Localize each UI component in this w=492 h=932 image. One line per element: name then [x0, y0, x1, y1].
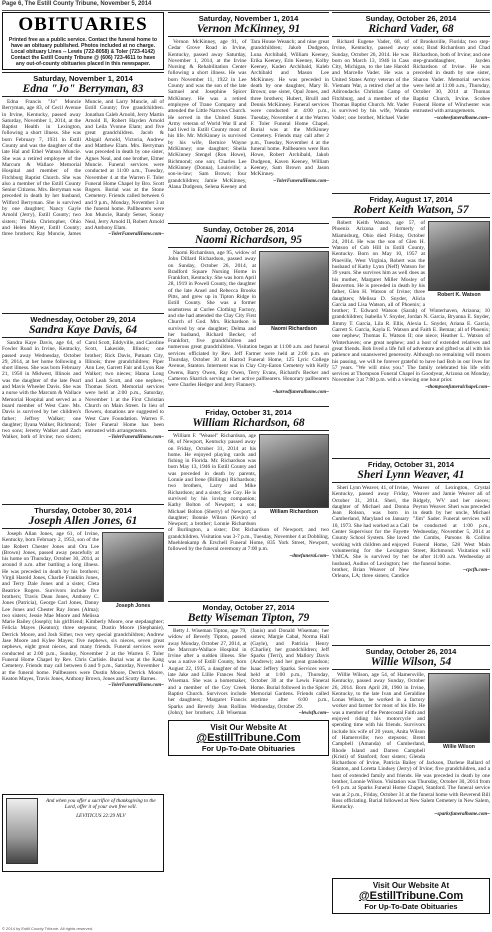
obituary-credit: ~TolerFuneralHome.com~	[108, 435, 164, 441]
obituary-body	[332, 485, 490, 579]
portrait-photo	[102, 532, 164, 602]
scripture-ad	[2, 794, 164, 872]
obituary-edna	[2, 72, 164, 310]
obituary-credit: ~thompsonfuneralchapel.com~	[425, 384, 490, 390]
obituary-name: Robert Keith Watson, 57	[353, 204, 469, 216]
photo-caption: Naomi Richardson	[271, 326, 317, 332]
obituary-photo	[102, 532, 164, 609]
website-link[interactable]: @EstillTribune.Com	[196, 732, 301, 745]
masthead-title: OBITUARIES	[18, 14, 148, 35]
portrait-photo	[259, 434, 329, 508]
masthead	[2, 12, 164, 70]
obituary-header	[168, 12, 329, 37]
obituary-text: Vernon McKinney, age 91, of Cedar Grove Road in Irvine, Kentucky, passed away Saturday, November 1, 2014, at the Irvine Nursing & Rehabilitation Center following a short illness. He was born November 11, 1922 in Lee County and was the son of the late Samuel and Josephine Spicer McKinney. He was a retired employee of Trane Company and attended the Little Narrows Church. He served in the United States Army veteran of World War II and had lived in Estill County most of his life. Mr. McKinney is survived by his wife, Bernice Wayne McKinney; one daughter; Sheila McKinney Stengel (Ron Howe), Richmond; one son; Charles Lee McKinney (Donna), Louisville; a son-in-law; Sam Brown; four grandchildren; Jamie McKinney, Alana Dudgeon, Selena Keeney and Tara House Weanch; and nine great grandchildren; Jakob Dudgeon, Luna Archibald, William Keeney, Erika Keeney, Erin Keeney, Kolby Keeney, Kaden Archibald, Kaleb Archibald and Mason Lee McKinney. He was preceded in death by one daughter, Mary B. Brown; one sister, Opal Jones, and three brothers; Hubert, Bruill and Dennis McKinney. Funeral services were conducted at 4:00 p.m., Tuesday, November 4 at the Warren F. Toler Funeral Home Chapel. Burial was at the McKinney Cemetery. Friends may call after 2 p.m., Tuesday, November 4 at the funeral home. Pallbearers were Ron Howe, Robert Archibald, Jakob Dudgeon, Kaven Keeney, William Keeney, Sam Brown and Jason McKinney.	[168, 39, 329, 190]
column-left	[2, 12, 164, 928]
obituary-text: William F. "Weasel" Richardson, age 68, of Newport, Kentucky passed away on Friday, October 31, 2014 at his home. He enjoyed playing cards and fishing in Florida. Mr. Richardson was born May 13, 1946 in Estill County and was preceded in death by parents, Lonnie and Irene (Billings) Richardson; two brothers, Larry and Mike Richardson; and a sister, Sue Coy. He is survived by his loving companion; Kathy Bolton of Newport; a son; Michael Bolton (Sherry) of Newport; a daughter; Bonnie Wilson (Kevin) of Newport; a brother; Lonnie Richardson of Burlington, a sister; Dot Richardson of Newport; and two grandchildren. Visitation was 3-7 p.m., Tuesday, November 4 at Dobbling, Muehlenkamp & Erschell Funeral Home, 835 York Street, Newport, followed by the funeral ceremony at 7:00 p.m.	[168, 433, 329, 553]
obituary-body	[168, 628, 329, 717]
obituary-date: Sunday, October 26, 2014	[365, 14, 457, 23]
obituary-name: Vernon McKinney, 91	[196, 23, 301, 35]
obituary-credit: ~TolerFuneralHome.com~	[108, 232, 164, 238]
obituary-name: Betty Wiseman Tipton, 79	[187, 612, 310, 624]
obituary-credit: ~dmefuneral.com~	[289, 553, 329, 559]
obituary-body	[332, 39, 490, 122]
obituary-text: Willie Wilson, age 54, of Hamersville, Kentucky, passed away Sunday, October 26, 2014. Born April 28, 1960 in Irvine, Kentucky, to the late Ivan and Geraldine Lonas Wilson, he worked in a factory worker and farmer for most of his life. He was a member of the Pentecostal Faith and enjoyed riding his motorcycle and spending time with his friends. Survivors include his wife of 20 years, Anita Wilson of Hamersville; two stepsons; Brent Campbell (Amanda) of Cumberland, Rhode Island and Darren Campbell (Kristi) of Stanford; four sisters; Glenda Richardson of Irvine, Patricia Bailey of Jackson, Darlene Ballard of Stanton, and Loretta Lindsey (Jerry) of Irvine; five grandchildren, and a host of extended family and friends. He was preceded in death by one brother, Lonnie Wilson. Visitation was Thursday, October 30, 2014 from 6-9 p.m. at Sparks Funeral Home Chapel, Stanford. The funeral service was at 2 p.m., Friday, October 31 at the funeral home with Reverend Bill Ross officiating. Burial followed at New Salem Cemetery in New Salem, Kentucky.	[332, 672, 490, 811]
obituary-text: Joseph Allan Jones, age 61, of Irvine, Kentucky, born February 2, 1953, son of the late Robert Chester Jones and Ora Lee (Brown) Jones, passed away peacefully at his home on Thursday, October 30, 2014, at around 8 a.m. after battling a long illness. He was preceded in death by his brothers; Virgil Harold Jones, Charlie Franklin Jones, and Terry Dale Jones and a sister, Cleta Beatrice Rogers. Survivors include five brothers; Travis Dean Jones, Anthony C. Jones (Patricia), George Carl Jones, Danny Lee Jones and Chester Ray Jones (Alma); two sisters; Jessie Mae Moore and Melissa Marie Bailey (Joseph); his girlfriend; Kimberly Moore, one stepdaughter; Felicia Mayes (Keaton); three stepsons; Dustin Moore (Stephanie), Derrick Moore, and Josh Sither, two very special grandchildren; Andrew Jase Moore and Kylee Mayes; five nephews, six nieces, seven great nephews, eight great nieces, and many friends. Funeral services were conducted at 2:00 p.m., Sunday, November 2 at the Warren F. Toler Funeral Home Chapel by Rev. Chris Carlisle. Burial was at the Kang Cemetery. Friends may call between 6 and 9 p.m., Saturday, November 1 at the funeral home. Pallbearers were Dustin Moore, Derrick Moore, Keaton Mayes, Travis Jones, Anthony Brown, Jones and Scotty Barnes.	[2, 531, 164, 682]
obituary-text: Robert Keith Watson, age 57, of Phoenix Arizona and formerly of Miamisburg, Ohio died Friday, October 24, 2014. He was the son of Glen H. Watson of Cob Hill in Estill County, Kentucky. Born on May 10, 1957 at Pineville, West Virginia, Robert was the husband of Kathy Lynn (Neff) Watson for 39 years. She survives him as well does as his mother, Margaret Miller Mosley of Beaverton. He is preceded in death by his father, Glen H. Watson of Irvine; three daughters; Melissa D. Snyder, Alicia Garcia and Lisa Watson, all of Phoenix; a brother; T. Edward Watson (Sarah) of Winterhaven, Arizona; 10 grandchildren; Isabella V. Snyder, Jordan N. Garcia, Bryanna E. Snyder, Jimmy T. Garcia, Lila R. Ellis, Alexia L. Snyder, Ariana E. Garcia, Garrett S. Garcia, Kayla E. Watson and Faith E. Beman; all of Phoenix; one nephew; Thomas E. Watson II; one niece; Heather L. Watson of Winterhaven; one great nephew; and a host of extended relatives and great friends. Bob lived a life full of adventure and gifted us all with his patience and unanswered generosity. Although no remaining will mourn his passing, we will be forever grateful to have had Bob in our lives for 57 years. "We will miss you." The family celebrated his life with services at Thompson Funeral Chapel in Goodyear, Arizona on Monday, November 3 at 7:00 p.m. with a viewing one hour prior.	[332, 220, 490, 384]
masthead-note: Printed free as a public service. Contact the funeral home to have an obituary published. Photos included at no charge.	[8, 37, 158, 49]
scripture-verse: And when you offer a sacrifice of thanksgiving to the Lord, offer it of your own free will.	[46, 798, 156, 811]
obituary-sheri	[332, 458, 490, 642]
obituary-name: Edna "Jo" Berryman, 83	[22, 83, 144, 95]
obituary-naomi	[168, 223, 329, 403]
obituary-name: Sheri Lynn Weaver, 41	[357, 469, 465, 481]
obituary-text: Richard Eugene Vader, 68, of Irvine, Kentucky, passed away Sunday, October 26, 2014. He was born on March 13, 1946 in Cass City, Michigan, to the late Harold and Marcelle Vader. He was a United States Army veteran of the Vietnam War, a retired chef at the Adirondacks Christian Camp of Fitchburg, and a member of the Thomas Baptist Church. Mr. Vader is survived by his wife, Wanda Vader; one brother, Michael Vader of Brooksville, Florida; two step-sons; Brad Richardson and Chad Richardson, both of Irvine; and one step-granddaughter, Jayden Richardson of Irvine. He was preceded in death by one sister, Sharon Vader. Memorial services were held at 11:00 a.m., Thursday, October 30, 2014 at Thomas Baptist Church, Irvine. Scobee Funeral Home of Winchester was entrusted with arrangements.	[332, 39, 490, 121]
obituary-date: Saturday, November 1, 2014	[198, 14, 299, 23]
portrait-photo	[428, 673, 490, 743]
obituary-date: Sunday, October 26, 2014	[365, 647, 457, 656]
obituary-header	[2, 72, 164, 97]
obituary-credit: ~scobeefuneralhome.com~	[434, 115, 490, 121]
photo-caption: Joseph Jones	[115, 603, 151, 609]
obituary-text: Sandra Kaye Davis, age 64, of Fowler Road in Irvine, Kentucky, passed away Wednesday, October 29, 2014, at her home following a short illness. She was born February 21, 1950 in Midwest, Illinois and was the daughter of the late Pearl and Mavis Wheeler Davis. She was a nurse with the Marcum & Wallace Memorial Hospital and served as a board member of West Care. Ms. Davis is survived by her children's father; Jeffrey Walker; one daughter; Ilyana Walker, Richmond; two sons; Jeremy Walker and Zach Walker, both of Irvine; two sisters; Carol Scott, Eddyville, and Caroline Scott, Lakeside, Illinois; one brother; Rick Davis, Putnam City, Illinois; three grandchildren; Piper Ann Lee, Garrett Fair and Lyon Rae Walker; two nieces; Hanna Long and Leah Scott, and one nephew; Thomas Scott. Memorial services were held at 2:00 p.m., Saturday, November 1 at the First Christian Church on Main Street. In lieu of flowers, donations are suggested to West Care Foundation. Warren F. Toler Funeral Home has been entrusted with arrangements.	[2, 340, 164, 441]
obituary-body	[168, 39, 329, 190]
obituary-richard	[332, 12, 490, 190]
obituary-header	[332, 458, 490, 483]
obituary-vernon	[168, 12, 329, 220]
photo-caption: Robert K. Watson	[437, 292, 481, 298]
obituary-name: Sandra Kaye Davis, 64	[29, 324, 137, 336]
obituary-header	[2, 313, 164, 338]
running-head: Page 6, The Estill County Tribune, November 5, 2014	[2, 1, 490, 11]
photo-caption: Willie Wilson	[443, 744, 475, 750]
obituary-header	[168, 223, 329, 248]
promo-line: For Up-To-Date Obituaries	[201, 744, 296, 754]
website-promo-right[interactable]	[332, 878, 490, 914]
obituary-joseph	[2, 504, 164, 790]
obituary-date: Friday, August 17, 2014	[369, 195, 453, 204]
obituary-text: Edna Francis "Jo" Muncie Berryman, age 83, of Cecil Avenue in Irvine, Kentucky, passed away Saturday, November 1, 2014, at the Baptist Health in Lexington, following a short illness. She was born February 7, 1931 in Estill County and was the daughter of the late Hal and Ethel Watson Muncie. She was a retired employee of the Marcum & Wallace Memorial Hospital and member of the Fitchburg Baptist Church. She was also a member of the Estill County Senior Citizens. Mrs. Berryman was preceded in death by her husband, Wilford Berryman. She is survived by one daughter; Nancy Gayle Arnold (Jerry), Estill County; two sisters; Thelda Christopher, Ohio and Helen Meyer, Estill County; three brothers; Ray Muncie, James Muncie, and Larry Muncie, all of Estill County; five grandchildren. Jonathan Caleb Arnold, Jerry Martin Arnold II, Robert Hayden Arnold and Leila Yvonne Elam; and five great grandchildren. Jacob & Abigail Arnold, Victoria, Andrew and Matthew Elam. Mrs. Berryman was preceded in death by one sister, Agnes Neal, and one brother, Elmer Muncie. Funeral services were conducted at 11:00 a.m., Tuesday, November 4 at the Warren F. Toler Funeral Home Chapel by Bro. Scott Rogers. Burial was at the Stone Cemetery. Friends called between 6 and 9 p.m., Monday, November 3 at the funeral home. Pallbearers were Jon Muncie, Randy Setser, Sonny Neal, Jerry Arnold II, Robert Arnold and Anthony Elam.	[2, 99, 164, 238]
portrait-photo	[428, 221, 490, 291]
scripture-text	[42, 798, 160, 864]
portrait-photo	[259, 251, 329, 325]
obituary-betty	[168, 601, 329, 871]
obituary-willie	[332, 645, 490, 875]
obituary-credit: ~cpcfh.com~	[463, 567, 490, 573]
obituary-header	[332, 645, 490, 670]
obituary-name: Naomi Richardson, 95	[194, 234, 303, 246]
obituary-name: Willie Wilson, 54	[370, 656, 452, 668]
promo-line: Visit Our Website At	[210, 723, 287, 733]
obituary-header	[332, 193, 490, 218]
column-right	[332, 12, 490, 928]
obituary-name: William Richardson, 68	[192, 417, 305, 429]
masthead-note: any out-of-county obituaries placed in this newspaper.	[15, 61, 151, 67]
obituary-credit: ~TolerFuneralHome.com~	[108, 683, 164, 689]
scripture-ad-inner	[6, 798, 160, 864]
obituary-credit: ~TolerFuneralHome.com~	[273, 178, 329, 184]
obituary-text: Sheri Lynn Weaver, 41, of Irvine, Kentucky, passed away Friday, October 31, 2014. Sheri, the daughter of Michael and Donna Jean Rolson, was born in Cumberland, Maryland on January 10, 1973. She had worked as a Call Center Supervisor for the Fayette County School System. She loved working with children and enjoyed volunteering for the Lexington YMCA. She is survived by her husband, Audios of Lexington; her brother, Brian Weaver of New Orleans, LA; three sisters; Candice Weaver of Lexington, Crystal Weaver and Jamie Weaver all of Ridgely, WV and her nieces; Peyton Weaver. Sheri was preceded in death by her uncle, Michael "Jim" Sader. Funeral services will be conducted at 1:00 p.m., Wednesday, November 5, 2014 at the Combs, Parsons & Collins Funeral Home, 528 West Main Street, Richmond. Visitation will be after 11:00 a.m. Wednesday at the funeral home.	[332, 485, 490, 580]
obituary-body	[2, 340, 164, 442]
obituary-william	[168, 406, 329, 598]
website-promo-middle[interactable]	[168, 720, 329, 756]
obituary-body	[2, 531, 164, 689]
masthead-notes	[3, 36, 163, 69]
obituary-date: Sunday, October 26, 2014	[203, 225, 294, 234]
masthead-note: Contact the Estill County Tribune @ (606) 723-4611 to have	[10, 55, 156, 61]
obituary-credit: ~sparksfuneralhome.com~	[434, 811, 490, 817]
obituary-date: Monday, October 27, 2014	[202, 603, 295, 612]
obituary-robert	[332, 193, 490, 455]
obituary-photo	[428, 673, 490, 750]
column-middle	[168, 12, 329, 928]
obituary-name: Joseph Allen Jones, 61	[28, 515, 138, 527]
obituary-date: Wednesday, October 29, 2014	[30, 315, 136, 324]
obituary-sandra	[2, 313, 164, 501]
obituary-credit: ~lewisfh.com~	[298, 710, 329, 716]
obituary-header	[168, 406, 329, 431]
candle-image	[6, 798, 38, 864]
obituary-body	[168, 250, 329, 396]
obituary-body	[168, 433, 329, 560]
obituary-header	[332, 12, 490, 37]
promo-line: Visit Our Website At	[372, 881, 450, 890]
obituary-body	[332, 672, 490, 818]
obituary-credit: ~harrodfuneralhome.com~	[272, 389, 329, 395]
copyright-footer: © 2014 by Estill County Tribune. All rights reserved.	[2, 926, 94, 931]
obituary-photo	[259, 251, 329, 332]
scripture-reference: LEVITICUS 22:29 NLV	[76, 813, 126, 820]
obituary-text: Naomi Richardson, age 95, widow of John Dillard Richardson, passed away on Sunday, October 26, 2014, at Bradford Square Nursing Home in Frankfort, Kentucky. She was born April 28, 1919 in Powell County, the daughter of the late Ansel and Rebecca Brooks Pitts, and grew up in Tipton Ridge in Estill County. She was a former seamstress at Curlee Clothing Factory, and she had attended the Clay City First Church of God. Mrs. Richardson is survived by one daughter; Delma and her husband, Richard Becker, of Frankfort, five grandchildren and numerous great grandchildren. Visitation began at 11:00 a.m. and funeral services officiated by Rev. Jeff Farmer were held at 2:00 p.m. on Thursday, October 30 at Harrod Funeral Home, 125 Lyric College Avenue, Stanton. Interment was in Clay City-Eaton Cemetery with Kelly Owens, Barry Owen, Ray Owen, Terry Evans, Richard's Becker and Cameron Sharrick serving as her active pallbearers. Honorary pallbearers were Charles Hedger and Jerry Flannery.	[168, 250, 329, 389]
website-link[interactable]: @EstillTribune.Com	[358, 890, 464, 902]
obituary-header	[2, 504, 164, 529]
obituary-date: Friday, October 31, 2014	[205, 408, 292, 417]
obituary-photo	[428, 221, 490, 298]
obituary-date: Saturday, November 1, 2014	[33, 74, 133, 83]
obituary-body	[332, 220, 490, 391]
masthead-note: Local obituary Lines -- Lewis (722-8058) & Toler (723-4142)	[11, 49, 155, 55]
obituary-body	[2, 99, 164, 239]
photo-caption: William Richardson	[269, 509, 319, 515]
promo-line: For Up-To-Date Obituaries	[364, 902, 458, 911]
obituary-header	[168, 601, 329, 626]
obituary-date: Friday, October 31, 2014	[367, 460, 455, 469]
obituary-text: Betty J. Wiseman Tipton, age 79, widow of Beverly Tipton, passed away Monday, October 27, 2014, at the Marcum-Wallace Hospital in Irvine after a sudden illness. She was a native of Estill County, born August 22, 1935, a daughter of the late Jake and Lillie Frances Neal Wiseman. She was a homemaker, and a member of the Coy Creek Baptist Church. Survivors include her daughters; Margaret Francis Sparks and Beverly Jean Rollins (John); her brothers; J.B Wiseman (Janis) and Donald Wiseman; her sisters; Margie Cabal, Norma Hall (Gayle), and Patricia Henry (Charlie); her grandchildren; Jeff Sparks (Terri), and Mallory Davis (Andrew); and her great grandson; Isaac Jeffery Sparks. Services were held at 1:00 p.m., Thursday, October 30 at the Lewis Funeral Home. Burial followed in the Spicer Memorial Gardens. Friends called anytime after 6:00 p.m., Wednesday, October 29.	[168, 628, 329, 716]
obituary-date: Thursday, October 30, 2014	[34, 506, 132, 515]
obituary-photo	[259, 434, 329, 515]
obituary-name: Richard Vader, 68	[368, 23, 454, 35]
